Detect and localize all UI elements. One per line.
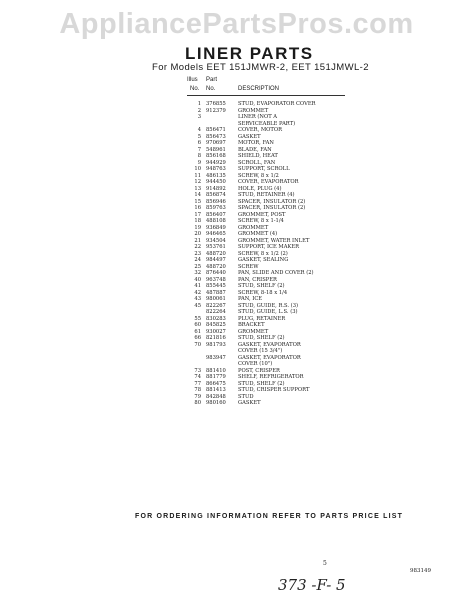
part-number: 983947: [206, 354, 226, 361]
document-number: 983149: [410, 568, 431, 574]
illus-number: 9: [197, 159, 201, 166]
part-number: 486135: [206, 172, 226, 179]
part-number: 488108: [206, 218, 226, 224]
part-description: BRACKET: [238, 322, 265, 328]
part-description: COVER (10"): [238, 361, 273, 367]
part-number: 980160: [206, 400, 226, 406]
illus-number: 43: [194, 296, 201, 302]
part-number: 881779: [206, 374, 226, 380]
part-number: 845825: [206, 322, 226, 328]
table-row: [189, 400, 439, 407]
part-description: PAN, SLIDE AND COVER (2): [238, 270, 314, 276]
part-description: COVER (15 3/4"): [238, 348, 283, 354]
part-description: SPACER, INSULATOR (2): [238, 205, 306, 211]
part-description: HOLE, PLUG (4): [238, 185, 282, 192]
part-number: 488720: [206, 250, 226, 257]
part-description: STUD, CRISPER SUPPORT: [238, 387, 310, 393]
part-description: SCREW: [238, 263, 259, 270]
part-number: 912379: [206, 107, 226, 114]
part-description: SUPPORT, SCROLL: [238, 166, 290, 172]
illus-number: 8: [197, 153, 201, 159]
part-description: PLUG, RETAINER: [238, 315, 286, 322]
part-description: LINER (NOT A: [238, 114, 278, 120]
illus-number: 79: [194, 393, 201, 400]
part-number: 830283: [206, 315, 226, 322]
part-number: 488720: [206, 263, 226, 270]
illus-number: 20: [194, 231, 201, 237]
part-description: MOTOR, FAN: [238, 140, 274, 146]
part-number: 984497: [206, 257, 226, 263]
part-description: STUD, RETAINER (4): [238, 192, 295, 198]
part-description: STUD, GUIDE, R.S. (3): [238, 302, 299, 309]
part-description: COVER, EVAPORATOR: [238, 179, 299, 185]
part-description: GROMMET: [238, 224, 269, 231]
illus-number: 16: [194, 205, 201, 211]
part-description: GROMMET, POST: [238, 211, 286, 218]
part-number: 914892: [206, 185, 226, 192]
part-number: 856946: [206, 198, 226, 205]
watermark: AppliancePartsPros.com: [59, 8, 414, 40]
page-number: 5: [323, 560, 327, 567]
illus-number: 14: [194, 192, 201, 198]
part-description: SERVICEABLE PART): [238, 120, 296, 127]
part-description: PAN, ICE: [238, 296, 263, 302]
illus-number: 15: [194, 198, 201, 205]
part-description: GROMMET: [238, 328, 269, 335]
part-number: 944450: [206, 179, 226, 185]
part-description: STUD, SHELF (2): [238, 335, 285, 341]
part-number: 881410: [206, 367, 226, 374]
illus-number: 10: [194, 166, 201, 172]
part-description: GASKET: [238, 133, 261, 140]
part-number: 930027: [206, 328, 226, 335]
part-number: 856874: [206, 192, 226, 198]
illus-number: 7: [197, 146, 201, 153]
illus-number: 80: [194, 400, 201, 406]
illus-number: 70: [194, 341, 201, 348]
illus-number: 5: [197, 133, 201, 140]
part-number: 866475: [206, 380, 226, 387]
illus-number: 19: [194, 224, 201, 231]
page-title: LINER PARTS: [185, 44, 314, 63]
part-description: GASKET, EVAPORATOR: [238, 354, 301, 361]
part-number: 376855: [206, 101, 226, 107]
illus-number: 40: [194, 276, 201, 283]
illus-number: 55: [194, 315, 201, 322]
part-number: 842848: [206, 393, 226, 400]
part-number: 856473: [206, 133, 226, 140]
part-description: SCREW, 8-18 x 1/4: [238, 289, 288, 296]
part-description: SCREW, 8 x 1-1/4: [238, 218, 284, 224]
part-description: BLADE, FAN: [238, 146, 272, 153]
parts-list: [189, 101, 439, 407]
illus-number: 78: [194, 387, 201, 393]
illus-number: 17: [194, 211, 201, 218]
column-header-part-no: No.: [206, 86, 216, 92]
handwritten-note: 373 -F- 5: [278, 576, 346, 594]
part-number: 970697: [206, 140, 226, 146]
illus-number: 74: [194, 374, 201, 380]
part-number: 859763: [206, 205, 226, 211]
illus-number: 1: [197, 101, 201, 107]
part-number: 946465: [206, 231, 226, 237]
part-description: PAN, CRISPER: [238, 276, 277, 283]
part-description: GROMMET, WATER INLET: [238, 237, 310, 244]
column-header-description: DESCRIPTION: [238, 86, 280, 92]
part-number: 856471: [206, 127, 226, 133]
illus-number: 77: [194, 380, 201, 387]
part-description: GASKET: [238, 400, 261, 406]
illus-number: 61: [194, 328, 201, 335]
part-number: 821816: [206, 335, 226, 341]
illus-number: 45: [194, 302, 201, 309]
illus-number: 24: [194, 257, 201, 263]
part-description: POST, CRISPER: [238, 367, 280, 374]
part-description: STUD, SHELF (2): [238, 380, 285, 387]
column-header-part: Part: [206, 77, 218, 83]
part-description: SHELF, REFRIGERATOR: [238, 374, 304, 380]
part-number: 981793: [206, 341, 226, 348]
illus-number: 21: [194, 237, 201, 244]
part-number: 856168: [206, 153, 226, 159]
illus-number: 32: [194, 270, 201, 276]
part-number: 487887: [206, 289, 226, 296]
part-number: 934504: [206, 237, 226, 244]
part-description: SCROLL, FAN: [238, 159, 276, 166]
illus-number: 4: [197, 127, 201, 133]
illus-number: 73: [194, 367, 201, 374]
part-number: 963748: [206, 276, 226, 283]
column-header-illus: Illus: [187, 77, 198, 83]
illus-number: 13: [194, 185, 201, 192]
part-description: GROMMET: [238, 107, 269, 114]
part-description: SCREW, 8 x 1/2 (2): [238, 250, 288, 257]
illus-number: 25: [194, 263, 201, 270]
part-description: STUD, GUIDE, L.S. (3): [238, 309, 298, 315]
part-description: SHIELD, HEAT: [238, 153, 278, 159]
illus-number: 2: [197, 107, 201, 114]
part-number: 944929: [206, 159, 226, 166]
illus-number: 18: [194, 218, 201, 224]
illus-number: 23: [194, 250, 201, 257]
part-description: GROMMET (4): [238, 231, 278, 237]
illus-number: 12: [194, 179, 201, 185]
part-number: 980061: [206, 296, 226, 302]
part-number: 881413: [206, 387, 226, 393]
part-description: STUD, EVAPORATOR COVER: [238, 101, 316, 107]
page-subtitle: For Models EET 151JMWR-2, EET 151JMWL-2: [152, 62, 369, 73]
part-description: STUD, SHELF (2): [238, 283, 285, 289]
illus-number: 3: [197, 114, 201, 120]
part-description: COVER, MOTOR: [238, 127, 283, 133]
part-number: 822264: [206, 309, 226, 315]
part-number: 855445: [206, 283, 226, 289]
part-description: SUPPORT, ICE MAKER: [238, 244, 300, 250]
part-number: 876440: [206, 270, 226, 276]
part-number: 822267: [206, 302, 226, 309]
illus-number: 22: [194, 244, 201, 250]
part-number: 948763: [206, 166, 226, 172]
part-number: 856407: [206, 211, 226, 218]
part-description: SCREW, 8 x 1/2: [238, 172, 279, 179]
part-description: GASKET, SEALING: [238, 257, 289, 263]
part-description: SPACER, INSULATOR (2): [238, 198, 306, 205]
header-rule: [187, 95, 345, 96]
part-number: 936849: [206, 224, 226, 231]
footer-note: FOR ORDERING INFORMATION REFER TO PARTS PRICE LIST: [135, 513, 404, 520]
part-number: 548961: [206, 146, 226, 153]
illus-number: 11: [194, 172, 201, 179]
part-description: GASKET, EVAPORATOR: [238, 341, 301, 348]
part-number: 953761: [206, 244, 226, 250]
illus-number: 42: [194, 289, 201, 296]
illus-number: 66: [194, 335, 201, 341]
illus-number: 6: [197, 140, 201, 146]
illus-number: 60: [194, 322, 201, 328]
illus-number: 41: [194, 283, 201, 289]
column-header-illus-no: No.: [190, 86, 200, 92]
part-description: STUD: [238, 393, 254, 400]
